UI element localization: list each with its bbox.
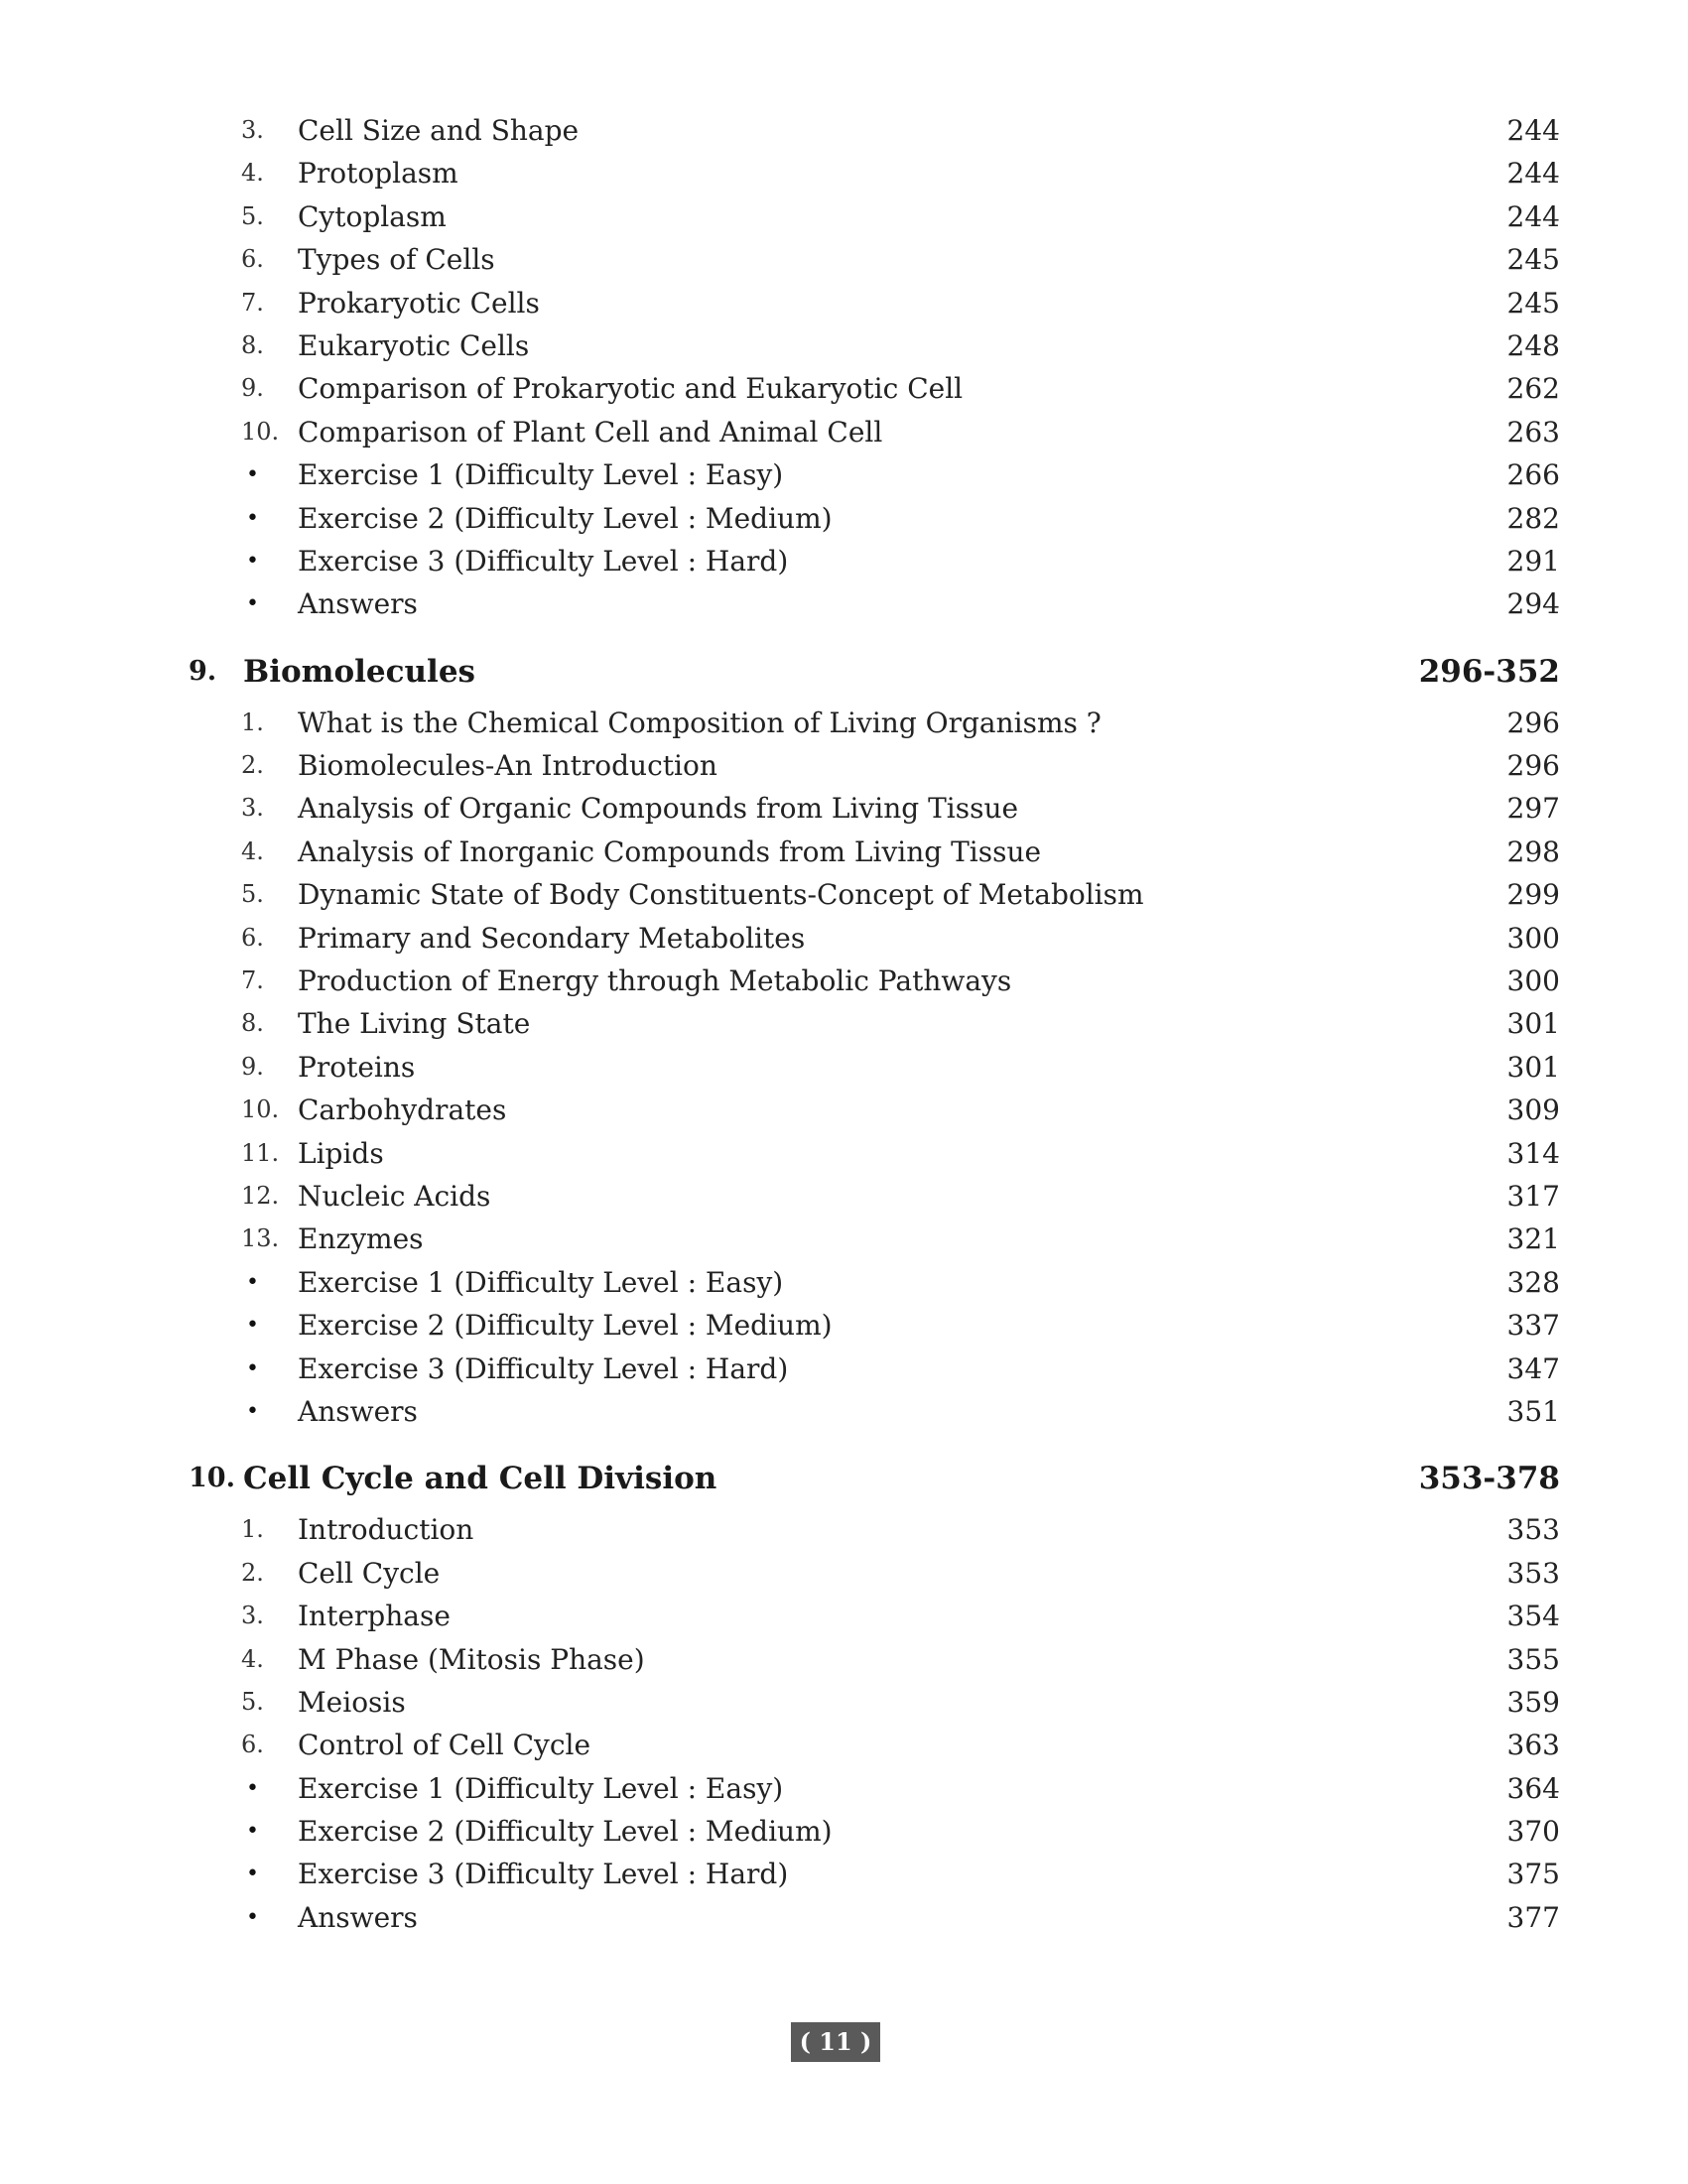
toc-entry[interactable]: [189, 238, 1560, 281]
entry-title: Prokaryotic Cells: [298, 286, 540, 320]
entry-title: Primary and Secondary Metabolites: [298, 921, 806, 955]
entry-number: 8.: [241, 330, 264, 359]
entry-number: 4.: [241, 1644, 264, 1673]
entry-number: 2.: [241, 751, 264, 780]
entry-title: Analysis of Inorganic Compounds from Living Tissue: [298, 835, 1042, 868]
toc-entry[interactable]: [189, 1304, 1560, 1347]
entry-number: 13.: [241, 1224, 280, 1253]
entry-title: Nucleic Acids: [298, 1179, 491, 1213]
toc-entry[interactable]: [189, 1348, 1560, 1390]
entry-page-number: 300: [1506, 964, 1560, 998]
bullet-marker: •: [246, 1269, 259, 1295]
toc-entry[interactable]: [189, 497, 1560, 540]
entry-page-number: 301: [1506, 1007, 1560, 1041]
entry-page-number: 298: [1506, 835, 1560, 868]
bullet-marker: •: [246, 1819, 259, 1845]
entry-title: Control of Cell Cycle: [298, 1729, 591, 1762]
bullet-marker: •: [246, 591, 259, 617]
toc-entry[interactable]: [189, 1218, 1560, 1260]
toc-entry[interactable]: [189, 152, 1560, 194]
entry-title: Exercise 2 (Difficulty Level : Medium): [298, 501, 833, 535]
bullet-marker: •: [246, 1398, 259, 1424]
entry-title: The Living State: [298, 1007, 531, 1041]
bullet-marker: •: [246, 505, 259, 531]
entry-number: 3.: [241, 116, 264, 144]
toc-entry[interactable]: [189, 1089, 1560, 1131]
entry-page-number: 244: [1506, 157, 1560, 191]
toc-entry[interactable]: [189, 1508, 1560, 1551]
entry-page-number: 266: [1506, 458, 1560, 492]
chapter-page-range: 353-378: [1418, 1461, 1560, 1497]
entry-page-number: 328: [1506, 1265, 1560, 1299]
entry-number: 2.: [241, 1558, 264, 1587]
entry-page-number: 354: [1506, 1600, 1560, 1633]
entry-page-number: 294: [1506, 587, 1560, 621]
toc-entry[interactable]: [189, 1595, 1560, 1637]
entry-page-number: 299: [1506, 878, 1560, 912]
entry-title: Answers: [298, 587, 418, 621]
entry-number: 5.: [241, 1687, 264, 1716]
entry-title: Answers: [298, 1900, 418, 1934]
page-number-badge: ( 11 ): [791, 2022, 880, 2062]
bullet-marker: •: [246, 1355, 259, 1381]
toc-entry[interactable]: [189, 109, 1560, 152]
entry-number: 11.: [241, 1138, 280, 1167]
entry-page-number: 296: [1506, 706, 1560, 739]
entry-number: 1.: [241, 707, 264, 736]
toc-entry[interactable]: [189, 367, 1560, 410]
bullet-marker: •: [246, 1862, 259, 1887]
toc-entry[interactable]: [189, 1638, 1560, 1681]
entry-page-number: 309: [1506, 1093, 1560, 1127]
entry-title: Exercise 1 (Difficulty Level : Easy): [298, 458, 784, 492]
entry-page-number: 296: [1506, 749, 1560, 783]
entry-page-number: 321: [1506, 1222, 1560, 1256]
entry-page-number: 244: [1506, 199, 1560, 233]
entry-title: Production of Energy through Metabolic Pathways: [298, 964, 1012, 998]
entry-number: 5.: [241, 201, 264, 230]
entry-number: 10.: [241, 1095, 280, 1124]
entry-title: Exercise 3 (Difficulty Level : Hard): [298, 544, 789, 578]
entry-number: 5.: [241, 880, 264, 909]
entry-number: 7.: [241, 288, 264, 317]
chapter-title: Cell Cycle and Cell Division: [243, 1461, 717, 1497]
toc-entry[interactable]: [189, 873, 1560, 916]
chapter-page-range: 296-352: [1418, 653, 1560, 690]
entry-page-number: 353: [1506, 1556, 1560, 1590]
toc-entry[interactable]: [189, 282, 1560, 324]
entry-page-number: 353: [1506, 1513, 1560, 1547]
entry-number: 4.: [241, 159, 264, 188]
entry-page-number: 300: [1506, 921, 1560, 955]
entry-page-number: 245: [1506, 243, 1560, 277]
toc-entry[interactable]: [189, 540, 1560, 582]
toc-entry[interactable]: [189, 1724, 1560, 1766]
toc-entry[interactable]: [189, 1261, 1560, 1304]
table-of-contents: [189, 109, 1560, 1939]
toc-entry[interactable]: [189, 960, 1560, 1002]
entry-title: Exercise 2 (Difficulty Level : Medium): [298, 1815, 833, 1849]
toc-entry[interactable]: [189, 1132, 1560, 1175]
entry-page-number: 282: [1506, 501, 1560, 535]
toc-entry[interactable]: [189, 1681, 1560, 1724]
chapter-title: Biomolecules: [243, 653, 475, 690]
chapter-heading[interactable]: [189, 1455, 1560, 1502]
chapter-heading[interactable]: [189, 648, 1560, 696]
entry-title: Interphase: [298, 1600, 451, 1633]
entry-page-number: 291: [1506, 544, 1560, 578]
toc-entry[interactable]: [189, 1552, 1560, 1595]
bullet-marker: •: [246, 1904, 259, 1930]
toc-entry[interactable]: [189, 582, 1560, 625]
entry-number: 12.: [241, 1181, 280, 1210]
toc-entry[interactable]: [189, 1002, 1560, 1045]
toc-entry[interactable]: [189, 195, 1560, 238]
chapter-number: 9.: [189, 655, 217, 687]
entry-number: 6.: [241, 1731, 264, 1759]
toc-entry[interactable]: [189, 453, 1560, 496]
toc-entry[interactable]: [189, 831, 1560, 873]
entry-title: Cell Size and Shape: [298, 114, 580, 147]
toc-entry[interactable]: [189, 411, 1560, 453]
toc-entry[interactable]: [189, 1853, 1560, 1895]
entry-title: Exercise 3 (Difficulty Level : Hard): [298, 1351, 789, 1385]
entry-title: M Phase (Mitosis Phase): [298, 1642, 645, 1676]
entry-title: Eukaryotic Cells: [298, 328, 530, 362]
entry-title: Exercise 1 (Difficulty Level : Easy): [298, 1771, 784, 1805]
entry-page-number: 244: [1506, 114, 1560, 147]
entry-number: 8.: [241, 1009, 264, 1038]
entry-title: Exercise 2 (Difficulty Level : Medium): [298, 1309, 833, 1343]
toc-entry[interactable]: [189, 324, 1560, 367]
entry-page-number: 301: [1506, 1050, 1560, 1084]
entry-title: Analysis of Organic Compounds from Living Tissue: [298, 792, 1019, 826]
entry-title: What is the Chemical Composition of Living Organisms ?: [298, 706, 1102, 739]
entry-number: 9.: [241, 1052, 264, 1081]
entry-title: Biomolecules-An Introduction: [298, 749, 717, 783]
toc-entry[interactable]: [189, 1767, 1560, 1810]
entry-title: Protoplasm: [298, 157, 458, 191]
toc-entry[interactable]: [189, 1046, 1560, 1089]
entry-title: Cell Cycle: [298, 1556, 441, 1590]
entry-page-number: 363: [1506, 1729, 1560, 1762]
entry-title: Exercise 3 (Difficulty Level : Hard): [298, 1858, 789, 1891]
toc-entry[interactable]: [189, 1175, 1560, 1218]
entry-title: Introduction: [298, 1513, 474, 1547]
entry-title: Meiosis: [298, 1685, 406, 1719]
entry-number: 9.: [241, 374, 264, 403]
entry-number: 1.: [241, 1515, 264, 1544]
entry-page-number: 317: [1506, 1179, 1560, 1213]
entry-number: 10.: [241, 417, 280, 446]
toc-entry[interactable]: [189, 702, 1560, 744]
entry-page-number: 248: [1506, 328, 1560, 362]
entry-number: 6.: [241, 245, 264, 274]
entry-number: 7.: [241, 966, 264, 995]
entry-title: Dynamic State of Body Constituents-Concept of Metabolism: [298, 878, 1144, 912]
entry-number: 4.: [241, 836, 264, 865]
entry-page-number: 314: [1506, 1136, 1560, 1170]
chapter-number: 10.: [189, 1463, 235, 1494]
bullet-marker: •: [246, 548, 259, 574]
entry-page-number: 355: [1506, 1642, 1560, 1676]
entry-page-number: 377: [1506, 1900, 1560, 1934]
entry-page-number: 263: [1506, 415, 1560, 449]
entry-title: Cytoplasm: [298, 199, 447, 233]
entry-page-number: 347: [1506, 1351, 1560, 1385]
bullet-marker: •: [246, 462, 259, 488]
toc-entry[interactable]: [189, 744, 1560, 787]
entry-title: Types of Cells: [298, 243, 495, 277]
entry-title: Comparison of Prokaryotic and Eukaryotic Cell: [298, 372, 964, 406]
toc-entry[interactable]: [189, 787, 1560, 830]
entry-page-number: 375: [1506, 1858, 1560, 1891]
entry-title: Exercise 1 (Difficulty Level : Easy): [298, 1265, 784, 1299]
entry-page-number: 297: [1506, 792, 1560, 826]
toc-entry[interactable]: [189, 1390, 1560, 1433]
toc-entry[interactable]: [189, 917, 1560, 960]
bullet-marker: •: [246, 1313, 259, 1339]
entry-page-number: 370: [1506, 1815, 1560, 1849]
entry-title: Lipids: [298, 1136, 384, 1170]
entry-page-number: 359: [1506, 1685, 1560, 1719]
bullet-marker: •: [246, 1775, 259, 1801]
entry-title: Proteins: [298, 1050, 416, 1084]
entry-number: 6.: [241, 923, 264, 952]
entry-number: 3.: [241, 794, 264, 823]
toc-entry[interactable]: [189, 1810, 1560, 1853]
entry-title: Enzymes: [298, 1222, 424, 1256]
toc-entry[interactable]: [189, 1896, 1560, 1939]
entry-page-number: 245: [1506, 286, 1560, 320]
entry-number: 3.: [241, 1602, 264, 1630]
entry-title: Comparison of Plant Cell and Animal Cell: [298, 415, 883, 449]
entry-page-number: 364: [1506, 1771, 1560, 1805]
entry-page-number: 337: [1506, 1309, 1560, 1343]
entry-page-number: 351: [1506, 1394, 1560, 1428]
entry-title: Carbohydrates: [298, 1093, 507, 1127]
entry-title: Answers: [298, 1394, 418, 1428]
entry-page-number: 262: [1506, 372, 1560, 406]
